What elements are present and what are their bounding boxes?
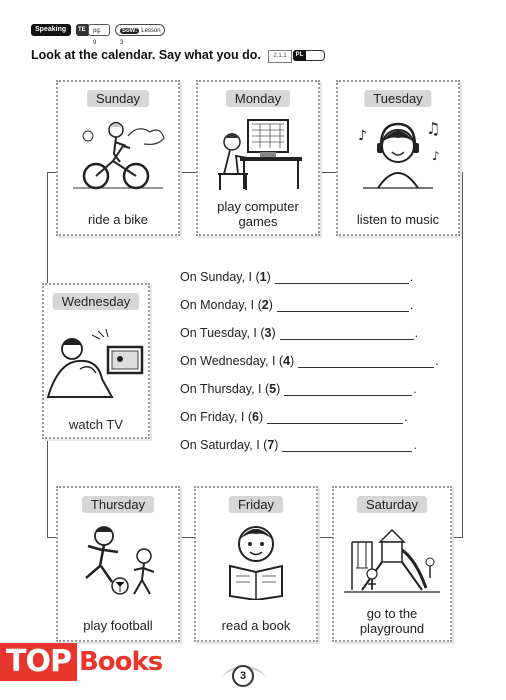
activity-caption: listen to music [356,212,440,227]
answer-blank[interactable] [298,357,434,368]
sentence-line [180,354,439,368]
sentence-line [180,270,413,284]
sentence-number: 6 [252,410,259,424]
sentence-number: 1 [259,270,267,284]
period: . [413,382,417,396]
answer-blank[interactable] [277,301,409,312]
activity-caption: play football [83,618,153,633]
playground-scene-icon [342,522,442,598]
svg-text:♫: ♫ [426,119,441,138]
sentence-suffix: ) [271,326,276,340]
sentence-suffix: ) [274,438,279,452]
period: . [404,410,408,424]
sentence-line [180,326,418,340]
logo-books-text: Books [78,647,163,677]
person-watching-tv-icon [46,321,146,401]
te-tag: TE [76,24,90,36]
day-card-thursday [56,486,180,642]
boy-riding-bike-icon [68,116,168,196]
activity-caption: go to the playground [359,606,425,636]
page-number: 3 [232,665,254,687]
sentence-prefix: On Monday, I ( [180,298,262,312]
sow-tag [115,24,165,46]
day-label: Monday [226,90,290,107]
day-card-friday [194,486,318,642]
sentence-line [180,410,408,424]
sentence-prefix: On Sunday, I ( [180,270,260,284]
instruction-text: Look at the calendar. Say what you do. [31,48,261,62]
day-card-sunday [56,80,180,236]
answer-blank[interactable] [280,329,414,340]
sentence-suffix: ) [276,382,281,396]
day-label: Friday [229,496,283,513]
sentence-prefix: On Tuesday, I ( [180,326,265,340]
boy-with-headphones-icon [348,116,448,196]
period: . [435,354,439,368]
sentence-suffix: ) [266,270,271,284]
sentence-line [180,382,417,396]
sentence-suffix: ) [258,410,264,424]
pl-label: PL [293,50,306,61]
svg-text:♪: ♪ [358,128,367,144]
svg-text:♪: ♪ [432,149,440,163]
activity-caption: play computer games [217,199,299,229]
sentence-line [180,298,413,312]
sow-lesson: Lesson 3 [120,28,161,46]
sentence-suffix: ) [290,354,295,368]
logo-top-text: TOP [0,643,77,681]
sentence-number: 5 [269,382,277,396]
page-reference: pg. 9 [88,24,110,36]
day-label: Wednesday [53,293,139,310]
sentence-line [180,438,417,452]
day-label: Tuesday [364,90,431,107]
sentence-prefix: On Friday, I ( [180,410,253,424]
sentence-prefix: On Saturday, I ( [180,438,268,452]
activity-caption: watch TV [69,417,123,432]
period: . [409,270,414,284]
speaking-tag: Speaking [31,24,71,36]
sentence-prefix: On Thursday, I ( [180,382,270,396]
sentence-number: 3 [264,326,272,340]
answer-blank[interactable] [284,385,412,396]
day-card-wednesday [42,283,150,439]
answer-blank[interactable] [267,413,403,424]
day-card-saturday [332,486,452,642]
skill-code: 2.1.1 [268,50,292,63]
sentence-prefix: On Wednesday, I ( [180,354,284,368]
day-label: Thursday [82,496,154,513]
boy-reading-book-icon [206,520,306,600]
sentence-suffix: ) [268,298,273,312]
sentence-number: 2 [261,298,269,312]
activity-caption: read a book [221,618,291,633]
period: . [413,438,417,452]
children-playing-football-icon [68,522,168,602]
pl-box [293,50,325,61]
answer-blank[interactable] [282,441,412,452]
day-label: Saturday [357,496,427,513]
activity-caption: ride a bike [88,212,148,227]
day-card-monday [196,80,320,236]
sow-prefix: SoW: [122,28,138,34]
sentence-number: 4 [283,354,291,368]
topbooks-logo [0,642,162,682]
period: . [414,326,419,340]
boy-at-computer-icon [208,114,308,194]
day-label: Sunday [87,90,149,107]
answer-blank[interactable] [275,273,409,284]
sentence-number: 7 [267,438,275,452]
period: . [409,298,414,312]
day-card-tuesday [336,80,460,236]
